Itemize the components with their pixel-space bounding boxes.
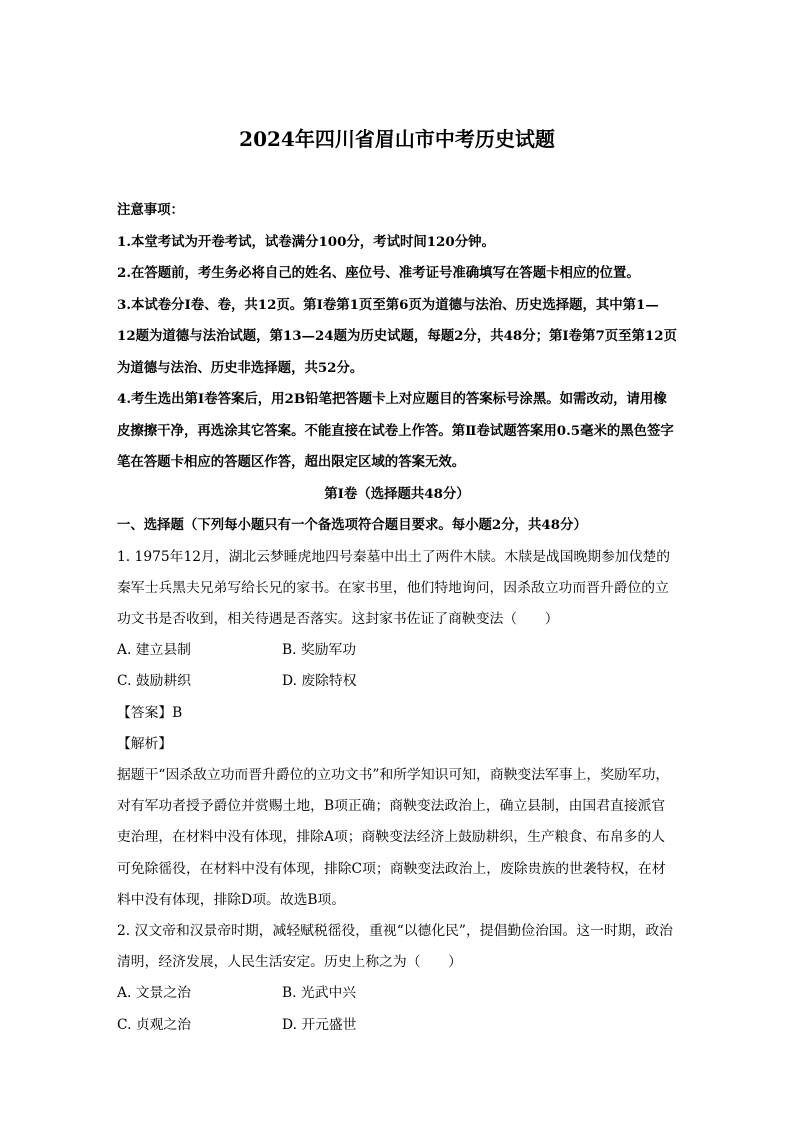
notice-item: 1.本堂考试为开卷考试，试卷满分100分，考试时间120分钟。 xyxy=(117,233,495,250)
notice-block xyxy=(117,195,677,479)
notice-item: 3.本试卷分I卷、卷，共12页。第I卷第1页至第6页为道德与法治、历史选择题，其中第1—12题为道德与法治试题，第13—24题为历史试题，每题2分，共48分；第I卷第7页至第12页为道德与法治、历史非选择题，共52分。 xyxy=(117,296,677,376)
question-stem: 1. 1975年12月，湖北云梦睡虎地四号秦墓中出土了两件木牍。木牍是战国晚期参加伐楚的秦军士兵黑夫兄弟写给长兄的家书。在家书里，他们特地询问，因杀敌立功而晋升爵位的立功文书是否收到，相关待遇是否落实。这封家书佐证了商鞅变法（ ） xyxy=(117,548,671,627)
option-a: A. 文景之治 xyxy=(117,985,191,1002)
option-c: C. 鼓励耕织 xyxy=(117,673,192,690)
option-c: C. 贞观之治 xyxy=(117,1016,192,1033)
option-d: D. 废除特权 xyxy=(282,673,357,690)
part-heading: 一、选择题（下列每小题只有一个备选项符合题目要求。每小题2分，共48分） xyxy=(117,517,587,533)
option-b: B. 光武中兴 xyxy=(282,985,357,1002)
answer-label: 【答案】B xyxy=(117,704,183,721)
options-list xyxy=(117,978,677,1040)
question-2 xyxy=(117,916,677,1041)
analysis-label: 【解析】 xyxy=(117,735,173,752)
analysis-text: 据题干“因杀敌立功而晋升爵位的立功文书”和所学知识可知，商鞅变法军事上，奖励军功，对有军功者授予爵位并赏赐土地，B项正确；商鞅变法政治上，确立县制，由国君直接派官吏治理，在材料中没有体现，排除A项；商鞅变法经济上鼓励耕织，生产粮食、布帛多的人可免除徭役，在材料中没有体现，排除C项；商鞅变法政治上，废除贵族的世袭特权，在材料中没有体现，排除D项。故选B项。 xyxy=(117,766,670,908)
page-title: 2024年四川省眉山市中考历史试题 xyxy=(239,127,555,151)
option-a: A. 建立县制 xyxy=(117,642,191,659)
notice-item: 4.考生选出第I卷答案后，用2B铅笔把答题卡上对应题目的答案标号涂黑。如需改动，请用橡皮擦擦干净，再选涂其它答案。不能直接在试卷上作答。第Ⅱ卷试题答案用0.5毫米的黑色签字笔在答题卡相应的答题区作答，超出限定区域的答案无效。 xyxy=(117,391,674,470)
notice-item: 2.在答题前，考生务必将自己的姓名、座位号、准考证号准确填写在答题卡相应的位置。 xyxy=(117,265,640,281)
option-b: B. 奖励军功 xyxy=(282,642,357,659)
notice-heading: 注意事项： xyxy=(117,202,184,218)
options-list xyxy=(117,635,677,697)
section-heading: 第I卷（选择题共48分） xyxy=(324,485,470,502)
question-stem: 2. 汉文帝和汉景帝时期，减轻赋税徭役，重视“以德化民”，提倡勤俭治国。这一时期，政治清明，经济发展，人民生活安定。历史上称之为（ ） xyxy=(117,922,673,971)
option-d: D. 开元盛世 xyxy=(282,1016,357,1033)
page-content xyxy=(117,123,677,1041)
question-1 xyxy=(117,542,677,916)
